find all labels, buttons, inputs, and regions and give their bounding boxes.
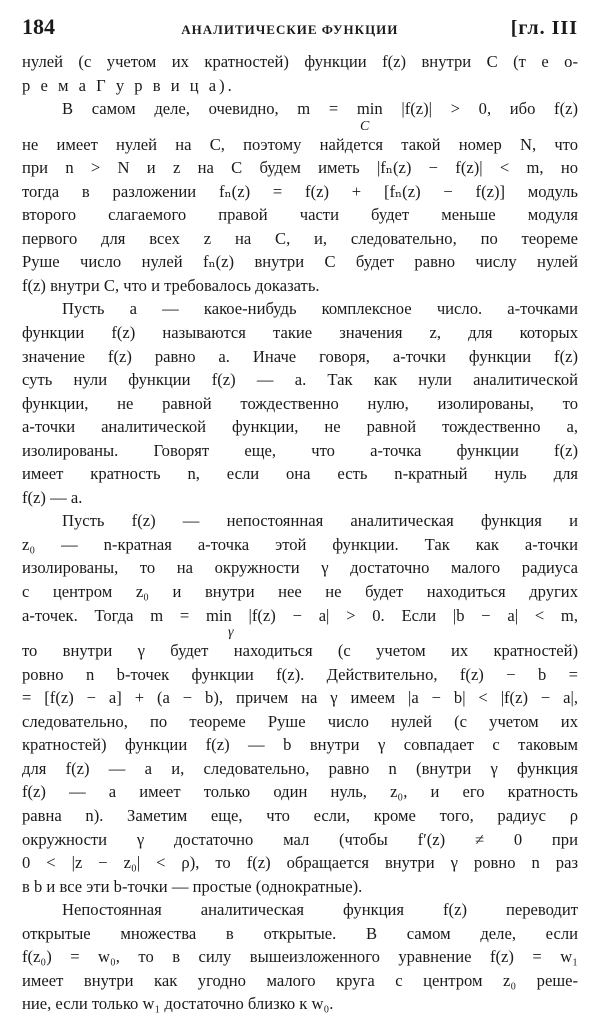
text-line: a-точек. Тогда m = min |f(z) − a| > 0. Если |b − a| < m, xyxy=(22,605,578,625)
text-line: тогда в разложении fₙ(z) = f(z) + [fₙ(z) − f(z)] модуль xyxy=(22,181,578,201)
text-line: для f(z) — a и, следовательно, равно n (внутри γ функция xyxy=(22,758,578,778)
text-line: ровно n b-точек функции f(z). Действительно, f(z) − b = xyxy=(22,664,578,684)
text-line: функции, не равной тождественно нулю, изолированы, то xyxy=(22,393,578,413)
text-line: при n > N и z на C будем иметь |fₙ(z) − f(z)| < m, но xyxy=(22,158,578,178)
text-line: f(z) внутри C, что и требовалось доказать. xyxy=(22,275,320,295)
text-line: функции f(z) называются такие значения z, для которых xyxy=(22,323,578,343)
min-subscript: γ xyxy=(228,625,234,641)
text-line: Пусть a — какое-нибудь комплексное число. a-точками xyxy=(62,299,578,319)
text-line: Непостоянная аналитическая функция f(z) переводит xyxy=(62,900,578,920)
text-line: f(z) — a. xyxy=(22,487,83,507)
text-line: ние, если только w₁ достаточно близко к w₀. xyxy=(22,994,334,1014)
text-line: то внутри γ будет находиться (с учетом их кратностей) xyxy=(22,641,578,661)
text-line: открытые множества в открытые. В самом деле, если xyxy=(22,923,578,943)
text-line: суть нули функции f(z) — a. Так как нули аналитической xyxy=(22,370,578,390)
chapter-reference: [гл. III xyxy=(510,17,578,39)
text-line: кратностей) функции f(z) — b внутри γ совпадает с таковым xyxy=(22,735,578,755)
paragraph-hurwitz-theorem xyxy=(22,50,578,97)
text-line: р е м а Г у р в и ц а). xyxy=(22,75,235,95)
text-line: первого для всех z на C, и, следовательно, по теореме xyxy=(22,228,578,248)
page-header xyxy=(22,14,578,44)
paragraph-proof xyxy=(22,97,578,297)
paragraph-open-mapping xyxy=(22,898,578,1016)
text-line: следовательно, по теореме Руше число нулей (с учетом их xyxy=(22,711,578,731)
text-line: f(z₀) = w₀, то в силу вышеизложенного уравнение f(z) = w₁ xyxy=(22,947,578,967)
text-line: значение f(z) равно a. Иначе говоря, a-точки функции f(z) xyxy=(22,346,578,366)
text-line: равна n). Заметим еще, что если, кроме того, радиус ρ xyxy=(22,805,578,825)
text-line: имеет внутри как угодно малого круга с центром z₀ реше- xyxy=(22,970,578,990)
text-line: второго слагаемого правой части будет меньше модуля xyxy=(22,205,578,225)
min-subscript: C xyxy=(360,118,370,134)
text-line: окружности γ достаточно мал (чтобы f′(z) ≠ 0 при xyxy=(22,829,578,849)
text-line: a-точки аналитической функции, не равной тождественно a, xyxy=(22,417,578,437)
text-line: не имеет нулей на C, поэтому найдется такой номер N, что xyxy=(22,134,578,154)
text-line: В самом деле, очевидно, m = min |f(z)| > 0, ибо f(z) xyxy=(62,99,578,119)
running-title: АНАЛИТИЧЕСКИЕ ФУНКЦИИ xyxy=(181,22,399,37)
text-line: f(z) — a имеет только один нуль, z₀, и его кратность xyxy=(22,782,578,802)
text-line: в b и все эти b-точки — простые (однократные). xyxy=(22,876,363,896)
paragraph-b-points xyxy=(22,509,578,898)
text-line: нулей (с учетом их кратностей) функции f(z) внутри C (т е о- xyxy=(22,52,578,71)
paragraph-a-points xyxy=(22,297,578,509)
text-line: = [f(z) − a] + (a − b), причем на γ имеем |a − b| < |f(z) − a|, xyxy=(22,688,578,708)
text-line: Пусть f(z) — непостоянная аналитическая функция и xyxy=(62,511,578,531)
text-line: Руше число нулей fₙ(z) внутри C будет равно числу нулей xyxy=(22,252,578,272)
text-line: с центром z₀ и внутри нее не будет находиться других xyxy=(22,582,578,602)
page-number: 184 xyxy=(22,14,55,39)
text-line: изолированы, то на окружности γ достаточно малого радиуса xyxy=(22,558,578,578)
text-line: z₀ — n-кратная a-точка этой функции. Так как a-точки xyxy=(22,534,578,554)
page-body xyxy=(22,50,578,1016)
text-line: 0 < |z − z₀| < ρ), то f(z) обращается внутри γ ровно n раз xyxy=(22,853,578,873)
text-line: изолированы. Говорят еще, что a-точка функции f(z) xyxy=(22,440,578,460)
text-line: имеет кратность n, если она есть n-кратный нуль для xyxy=(22,464,578,484)
